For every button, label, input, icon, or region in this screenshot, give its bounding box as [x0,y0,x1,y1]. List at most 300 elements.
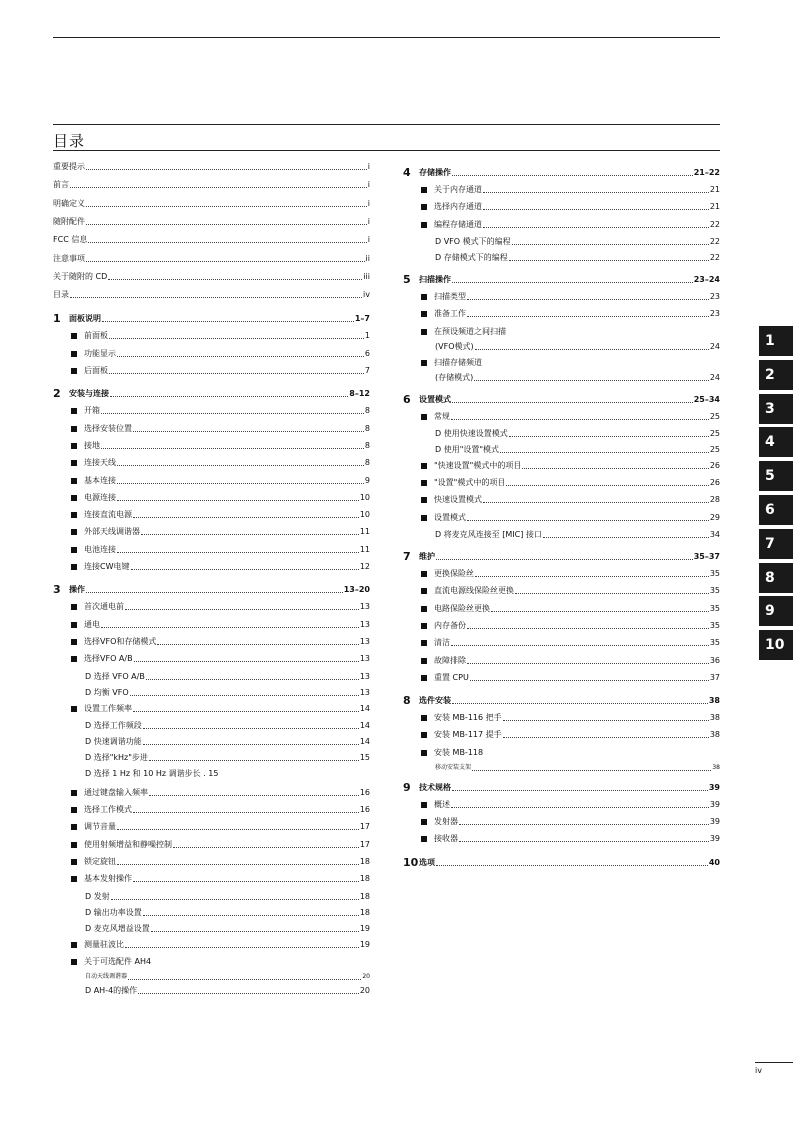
dot-leader [503,720,709,721]
entry-page: 39 [709,799,720,809]
dot-leader [101,448,364,449]
toc-subsection-entry [85,753,370,763]
entry-label: 前言 [53,180,69,190]
entry-label: 选择安装位置 [84,423,132,433]
toc-note-entry [85,972,370,982]
toc-section-entry [71,458,370,468]
entry-page: 13 [359,619,370,629]
dot-leader [467,299,709,300]
entry-label: 电池连接 [84,544,116,554]
entry-page: 9 [364,475,370,485]
entry-label: 选择工作模式 [84,805,132,815]
toc-section-entry [421,800,720,810]
entry-page: 40 [708,857,720,867]
square-bullet-icon [421,480,427,486]
chapter-number: 10 [403,855,419,869]
toc-section-entry [71,562,370,572]
toc-section-entry [71,940,370,950]
entry-page: 22 [709,252,720,262]
dot-leader [483,192,709,193]
entry-page: 15 [359,752,370,762]
entry-page: 7 [364,366,370,375]
toc-subsection-entry [435,342,720,352]
square-bullet-icon [71,512,77,518]
entry-page: 23–24 [693,274,720,284]
toc-section-entry [421,185,720,195]
dot-leader [86,261,365,262]
chapter-tab-1[interactable]: 1 [759,326,793,356]
entry-label: 基本连接 [84,475,116,485]
square-bullet-icon [71,842,77,848]
toc-section-entry [71,840,370,850]
toc-section-entry [421,621,720,631]
square-bullet-icon [421,623,427,629]
chapter-tab-5[interactable]: 5 [759,461,793,491]
entry-label: 重置 CPU [434,672,469,682]
entry-page: 38 [709,713,720,723]
square-bullet-icon [421,819,427,825]
entry-label: 后面板 [84,366,108,375]
entry-page: i [367,162,370,171]
title-rule [53,150,720,151]
toc-subsection-entry [85,769,370,779]
toc-section-entry [71,788,370,798]
entry-page: 24 [709,341,720,351]
chapter-number: 8 [403,694,411,708]
toc-section-entry [421,220,720,230]
square-bullet-icon [71,368,77,374]
toc-chapter-entry [403,696,720,706]
toc-section-entry [71,874,370,884]
entry-label: 直流电源线保险丝更换 [434,586,514,596]
square-bullet-icon [421,675,427,681]
entry-label: D 输出功率设置 [85,907,142,917]
square-bullet-icon [71,547,77,553]
entry-label: (VFO模式) [435,341,474,351]
square-bullet-icon [421,360,427,366]
square-bullet-icon [421,414,427,420]
toc-section-entry [71,493,370,503]
entry-label: 更换保险丝 [434,569,474,578]
entry-page: 8 [364,423,370,433]
dot-leader [452,282,693,283]
toc-chapter-entry [53,314,370,324]
dot-leader [133,517,359,518]
toc-section-entry [421,478,720,488]
dot-leader [459,841,709,842]
entry-label: D 选择工作频段 [85,720,142,730]
entry-label: D 麦克风增益设置 [85,923,150,933]
square-bullet-icon [421,294,427,300]
toc-section-entry [421,569,720,579]
dot-leader [472,770,711,771]
entry-label: 快速设置模式 [434,495,482,505]
dot-leader [70,297,362,298]
square-bullet-icon [71,706,77,712]
entry-page: 13 [359,602,370,612]
entry-label: 测量驻波比 [84,939,124,949]
chapter-number: 4 [403,166,411,179]
entry-label: 常规 [434,411,450,421]
entry-page: 8–12 [349,389,370,399]
entry-label: 基本发射操作 [84,874,132,884]
entry-label: 内存备份 [434,620,466,630]
square-bullet-icon [71,859,77,865]
entry-page: 21–22 [693,168,720,177]
chapter-tab-3[interactable]: 3 [759,394,793,424]
entry-page: 1 [364,331,370,341]
toc-chapter-entry [403,168,720,178]
entry-page: 23 [709,291,720,301]
toc-subsection-entry [435,237,720,247]
dot-leader [474,380,709,381]
entry-label: D 选择"kHz"步进 [85,752,148,762]
dot-leader [509,260,709,261]
entry-label: 选择VFO和存储模式 [84,636,157,646]
chapter-tab-7[interactable]: 7 [759,529,793,559]
chapter-number: 1 [53,312,61,326]
entry-page: 38 [712,763,720,771]
toc-section-entry [71,527,370,537]
dot-leader [70,187,367,188]
toc-subsection-entry [85,908,370,918]
entry-page: 18 [359,857,370,866]
entry-page: 13–20 [343,585,370,595]
dot-leader [149,795,359,796]
square-bullet-icon [71,656,77,662]
entry-label: D 发射 [85,891,110,901]
entry-label: 关于内存通道 [434,185,482,194]
entry-page: 10 [359,492,370,502]
entry-label: 移动安装支架 [435,763,472,771]
square-bullet-icon [421,715,427,721]
toc-section-entry [71,545,370,555]
square-bullet-icon [71,495,77,501]
page-number: iv [755,1066,762,1075]
chapter-number: 3 [53,583,61,597]
entry-label: 概述 [434,799,450,809]
entry-page: 20 [359,985,370,995]
dot-leader [146,679,359,680]
chapter-number: 6 [403,392,411,406]
square-bullet-icon [71,807,77,813]
toc-front-entry [53,272,370,282]
entry-label: 连接直流电源 [84,510,132,520]
dot-leader [130,695,359,696]
toc-section-entry [421,586,720,596]
chapter-number: 5 [403,272,411,286]
square-bullet-icon [71,351,77,357]
toc-chapter-entry [403,552,720,562]
dot-leader [117,500,359,501]
dot-leader [117,465,364,466]
toc-section-entry [421,673,720,683]
toc-section-entry [421,604,720,614]
dot-leader [467,663,709,664]
toc-front-entry [53,199,370,209]
entry-label: 故障排除 [434,655,466,665]
dot-leader [452,402,693,403]
entry-page: 22 [709,219,720,229]
dot-leader [503,737,709,738]
entry-page: 35 [709,638,720,648]
entry-label: 技术规格 [419,782,451,792]
square-bullet-icon [71,876,77,882]
dot-leader [451,807,709,808]
toc-subsection-entry [85,721,370,731]
dot-leader [125,947,359,948]
dot-leader [543,537,709,538]
dot-leader [86,206,367,207]
entry-page: i [367,235,370,245]
toc-section-entry [421,834,720,844]
toc-subsection-entry [435,530,720,540]
square-bullet-icon [421,329,427,335]
entry-page: 25–34 [693,394,720,404]
entry-label: 编程存储通道 [434,219,482,229]
toc-section-entry [421,513,720,523]
dot-leader [117,483,364,484]
entry-page: 17 [359,822,370,832]
dot-leader [509,436,709,437]
entry-label: 清洁 [434,638,450,648]
entry-page: 20 [362,972,370,980]
entry-label: 通电 [84,619,100,629]
entry-label: 目录 [53,290,69,300]
toc-section-entry [421,656,720,666]
entry-label: "设置"模式中的项目 [434,478,506,488]
toc-subsection-entry [85,986,370,996]
dot-leader [483,227,709,228]
dot-leader [141,534,359,535]
entry-page: 8 [364,406,370,416]
entry-page: 10 [359,510,370,520]
chapter-number: 2 [53,387,61,401]
dot-leader [143,728,359,729]
entry-page: 17 [359,839,370,849]
square-bullet-icon [421,463,427,469]
entry-page: 39 [709,834,720,844]
toc-section-entry [71,637,370,647]
dot-leader [131,569,359,570]
square-bullet-icon [421,640,427,646]
toc-chapter-entry [403,272,720,286]
entry-label: 关于可选配件 AH4 [84,956,152,966]
entry-page: 19 [359,939,370,949]
entry-page: 39 [709,817,720,826]
dot-leader [491,611,709,612]
entry-label: 通过键盘输入频率 [84,787,148,797]
square-bullet-icon [421,606,427,612]
dot-leader [134,661,359,662]
top-rule [53,37,720,38]
square-bullet-icon [421,311,427,317]
entry-label: 功能显示 [84,348,116,358]
entry-label: D VFO 模式下的编程 [435,236,511,246]
toc-front-entry [53,162,370,172]
square-bullet-icon [421,732,427,738]
square-bullet-icon [71,639,77,645]
toc-section-entry [421,309,720,319]
toc-section-entry [71,620,370,630]
toc-front-entry [53,254,370,264]
toc-section-entry [421,713,720,723]
entry-label: D 存储模式下的编程 [435,252,508,262]
toc-chapter-entry [403,392,720,406]
entry-page: 13 [359,687,370,697]
square-bullet-icon [71,604,77,610]
entry-page: 11 [359,544,370,554]
entry-label: 安装 MB-118 [434,747,484,757]
toc-section-entry [421,495,720,505]
toc-section-entry [421,327,720,337]
dot-leader [483,209,709,210]
entry-page: 35 [709,620,720,630]
toc-front-entry [53,217,370,227]
chapter-tab-4[interactable]: 4 [759,427,793,457]
chapter-tab-8[interactable]: 8 [759,563,793,593]
entry-label: 选择内存通道 [434,202,482,212]
dot-leader [143,915,359,916]
entry-page: 19 [359,923,370,933]
entry-label: 外部天线调谐器 [84,527,140,537]
toc-section-entry [71,510,370,520]
chapter-tab-2[interactable]: 2 [759,360,793,390]
entry-page: 21 [709,202,720,212]
dot-leader [108,279,362,280]
square-bullet-icon [71,333,77,339]
dot-leader [467,520,709,521]
entry-page: 12 [359,562,370,571]
dot-leader [467,316,709,317]
entry-label: D 选择 VFO A/B [85,671,145,681]
toc-subsection-entry [85,672,370,682]
entry-page: 25 [709,411,720,421]
entry-label: 存储操作 [419,168,451,177]
entry-label: 选项 [419,857,435,867]
entry-label: 设置工作频率 [84,703,132,713]
entry-page: 8 [364,458,370,468]
toc-subsection-entry [435,373,720,383]
entry-page: 38 [708,696,720,706]
entry-page: 26 [709,460,720,470]
entry-label: 使用射频增益和静噪控制 [84,839,172,849]
square-bullet-icon [71,622,77,628]
entry-label: D 快速调谐功能 [85,736,142,746]
entry-label: 电路保险丝更换 [434,603,490,613]
square-bullet-icon [421,497,427,503]
dot-leader [475,576,709,577]
square-bullet-icon [71,408,77,414]
entry-label: 自动天线调谐器 [85,972,128,980]
entry-page: 23 [709,309,720,319]
entry-label: 设置模式 [419,394,451,404]
dot-leader [117,552,359,553]
dot-leader [86,592,343,593]
toc-section-entry [71,366,370,376]
entry-page: 28 [709,495,720,505]
toc-section-entry [421,748,720,758]
dot-leader [452,703,708,704]
dot-leader [475,349,709,350]
square-bullet-icon [421,750,427,756]
dot-leader [522,468,708,469]
entry-label: 安装 MB-117 提手 [434,730,502,740]
entry-page: 25 [709,428,720,438]
dot-leader [133,431,364,432]
square-bullet-icon [71,942,77,948]
toc-section-entry [71,476,370,486]
entry-label: 维护 [419,552,435,561]
entry-label: 安装 MB-116 把手 [434,713,502,723]
entry-page: 14 [359,736,370,746]
square-bullet-icon [71,460,77,466]
entry-page: 29 [709,512,720,522]
toc-subsection-entry [85,688,370,698]
toc-front-entry [53,290,370,300]
entry-label: 准备工作 [434,309,466,319]
entry-label: 设置模式 [434,512,466,522]
entry-page: 39 [708,782,720,792]
chapter-number: 7 [403,550,411,563]
dot-leader [467,628,709,629]
dot-leader [128,979,361,980]
entry-page: ii [365,253,370,263]
entry-label: D 均衡 VFO [85,687,129,697]
toc-subsection-entry [435,429,720,439]
dot-leader [138,993,359,994]
dot-leader [151,931,359,932]
dot-leader [86,169,367,170]
dot-leader [149,760,359,761]
dot-leader [515,593,709,594]
dot-leader [452,175,693,176]
entry-label: 接收器 [434,834,458,844]
dot-leader [88,242,366,243]
entry-page: 36 [709,655,720,665]
toc-section-entry [71,957,370,967]
entry-label: 前面板 [84,331,108,341]
entry-label: 选择VFO A/B [84,654,133,664]
chapter-tab-10[interactable]: 10 [759,630,793,660]
square-bullet-icon [71,478,77,484]
entry-label: 扫描操作 [419,274,451,284]
toc-section-entry [71,602,370,612]
entry-page: 18 [359,907,370,917]
chapter-tab-9[interactable]: 9 [759,596,793,626]
entry-label: 注意事项 [53,253,85,263]
toc-section-entry [71,704,370,714]
toc-subsection-entry [85,924,370,934]
toc-section-entry [71,654,370,664]
dot-leader [512,244,709,245]
dot-leader [436,559,693,560]
page-title: 目录 [53,132,86,150]
entry-label: "快速设置"模式中的项目 [434,460,522,470]
toc-section-entry [71,805,370,815]
entry-label: 扫描类型 [434,291,466,301]
toc-section-entry [421,817,720,827]
entry-page: 24 [709,372,720,382]
entry-page: 11 [359,527,370,537]
square-bullet-icon [71,426,77,432]
dot-leader [133,881,359,882]
entry-page: 8 [364,440,370,450]
toc-subsection-entry [435,253,720,263]
chapter-tab-6[interactable]: 6 [759,495,793,525]
entry-page: 18 [359,891,370,901]
entry-label: 在预设频道之间扫描 [434,326,506,336]
